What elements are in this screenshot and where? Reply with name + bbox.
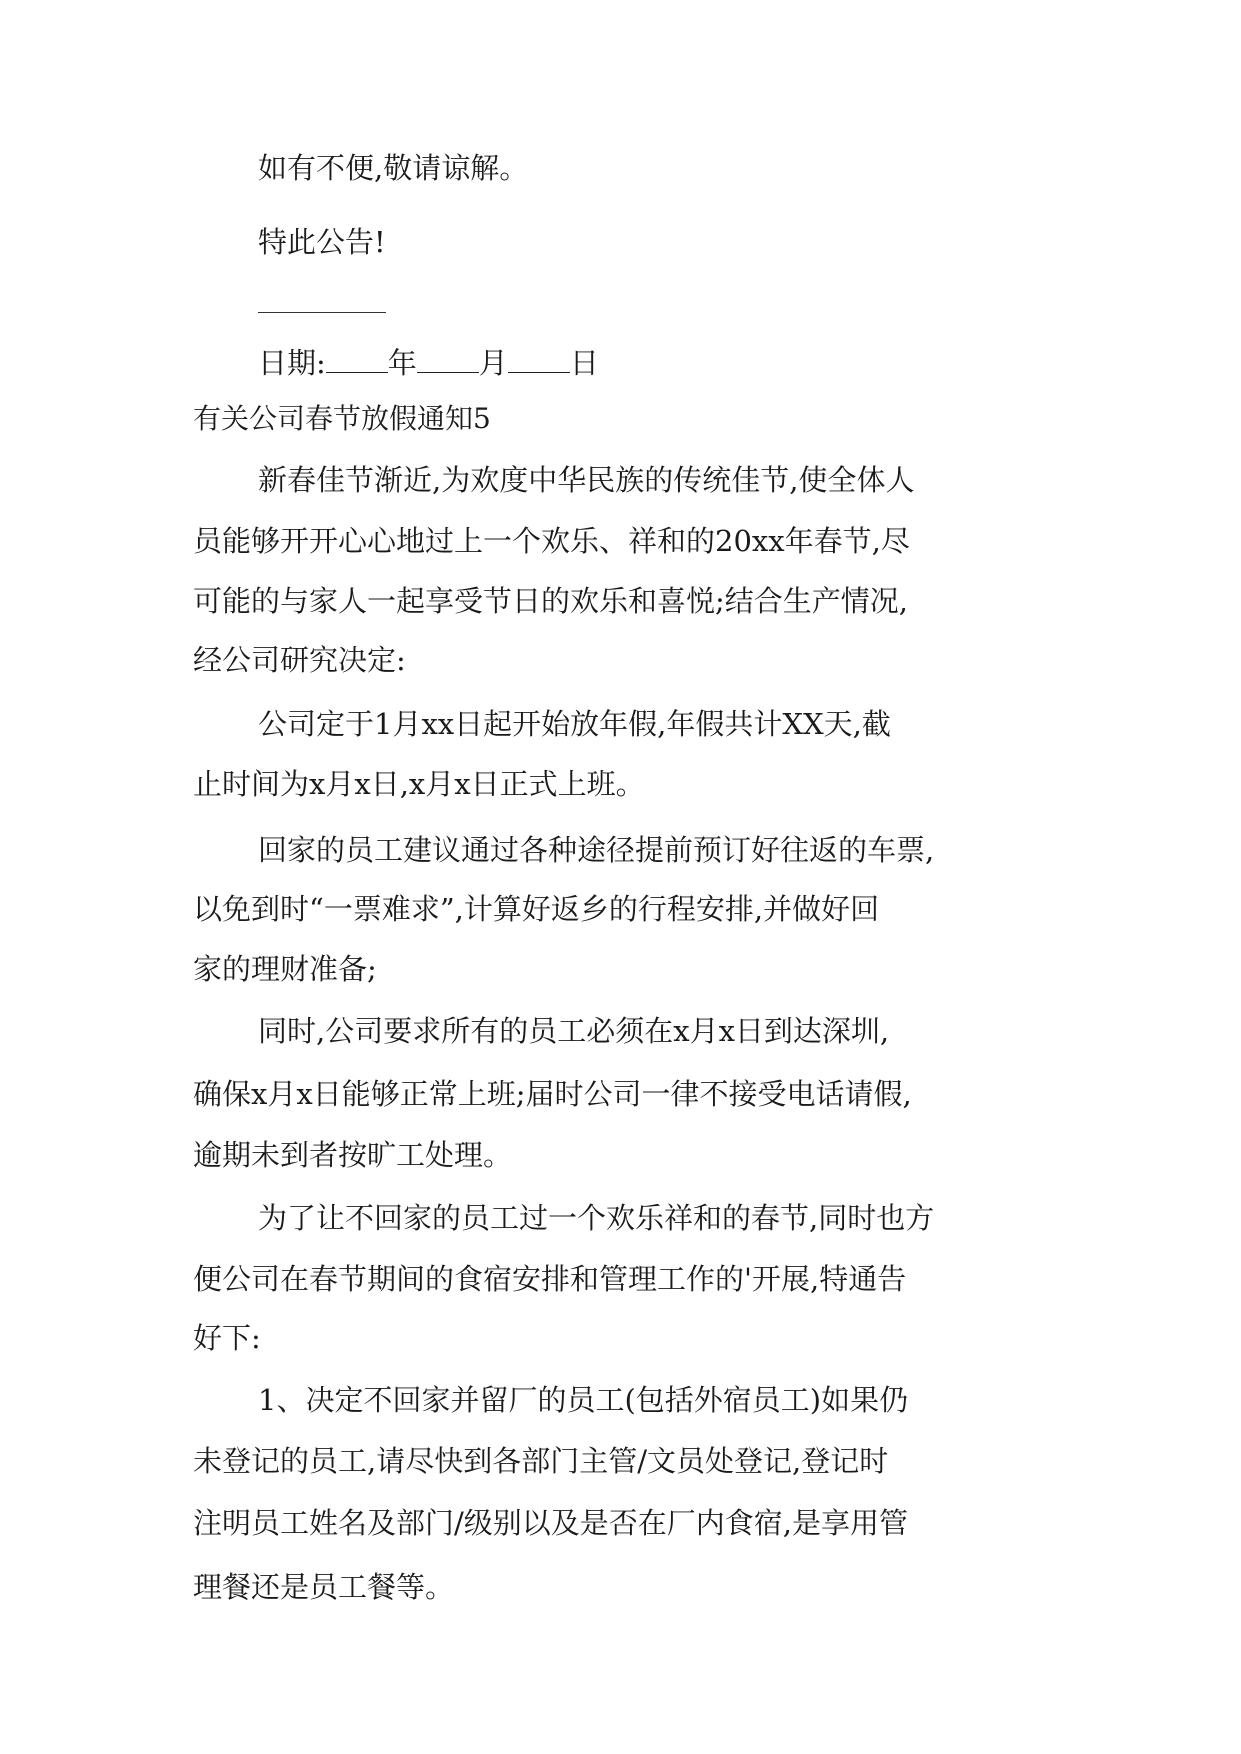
paragraph-line: 新春佳节渐近,为欢度中华民族的传统佳节,使全体人 bbox=[258, 463, 915, 497]
paragraph-line: 理餐还是员工餐等。 bbox=[193, 1570, 455, 1604]
paragraph-line: 同时,公司要求所有的员工必须在x月x日到达深圳, bbox=[258, 1014, 890, 1048]
year-label: 年 bbox=[387, 346, 417, 380]
signature-blank-line bbox=[258, 312, 386, 313]
apology-line: 如有不便,敬请谅解。 bbox=[258, 151, 529, 185]
day-blank bbox=[508, 348, 570, 373]
paragraph-line: 好下: bbox=[193, 1321, 261, 1355]
paragraph-line: 员能够开开心心地过上一个欢乐、祥和的20xx年春节,尽 bbox=[193, 524, 910, 558]
paragraph-line: 公司定于1月xx日起开始放年假,年假共计XX天,截 bbox=[258, 707, 891, 741]
section-title: 有关公司春节放假通知5 bbox=[193, 402, 491, 435]
month-label: 月 bbox=[478, 346, 508, 380]
paragraph-line: 注明员工姓名及部门/级别以及是否在厂内食宿,是享用管 bbox=[193, 1506, 908, 1540]
date-line bbox=[258, 343, 599, 383]
paragraph-line: 回家的员工建议通过各种途径提前预订好往返的车票, bbox=[258, 833, 935, 867]
month-blank bbox=[417, 348, 479, 373]
paragraph-line: 1、决定不回家并留厂的员工(包括外宿员工)如果仍 bbox=[258, 1383, 909, 1417]
paragraph-line: 家的理财准备; bbox=[193, 952, 377, 986]
paragraph-line: 便公司在春节期间的食宿安排和管理工作的'开展,特通告 bbox=[193, 1262, 907, 1296]
paragraph-line: 确保x月x日能够正常上班;届时公司一律不接受电话请假, bbox=[193, 1077, 912, 1111]
year-blank bbox=[326, 348, 388, 373]
paragraph-line: 经公司研究决定: bbox=[193, 643, 406, 677]
notice-line: 特此公告! bbox=[258, 225, 386, 259]
paragraph-line: 以免到时“一票难求”,计算好返乡的行程安排,并做好回 bbox=[193, 892, 880, 926]
paragraph-line: 可能的与家人一起享受节日的欢乐和喜悦;结合生产情况, bbox=[193, 584, 908, 618]
paragraph-line: 未登记的员工,请尽快到各部门主管/文员处登记,登记时 bbox=[193, 1444, 889, 1478]
paragraph-line: 为了让不回家的员工过一个欢乐祥和的春节,同时也方 bbox=[258, 1201, 935, 1235]
paragraph-line: 止时间为x月x日,x月x日正式上班。 bbox=[193, 767, 645, 801]
date-label: 日期: bbox=[258, 346, 326, 380]
day-label: 日 bbox=[569, 346, 599, 380]
paragraph-line: 逾期未到者按旷工处理。 bbox=[193, 1138, 513, 1172]
